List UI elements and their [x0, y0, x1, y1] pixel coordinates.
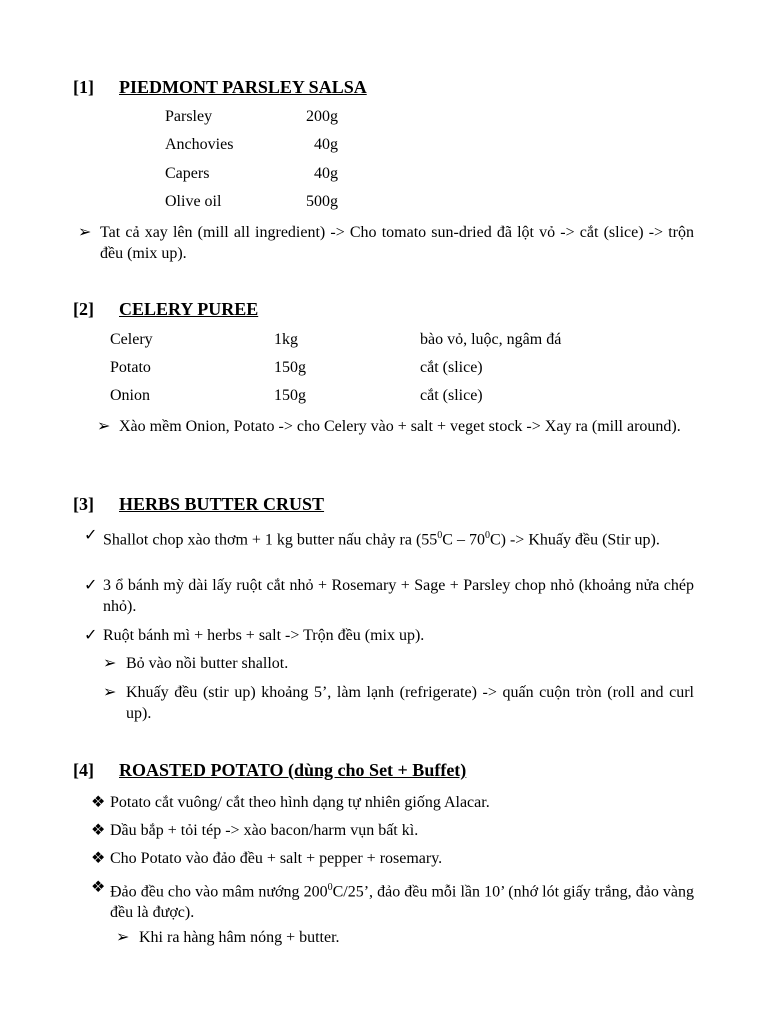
ingredient-qty: 150g — [274, 387, 306, 404]
arrow-bullet-icon: ➢ — [97, 418, 111, 435]
step-text: Dầu bắp + tỏi tép -> xào bacon/harm vụn bất kì. — [110, 822, 419, 839]
ingredient-qty: 40g — [314, 136, 338, 153]
diamond-bullet-icon: ❖ — [91, 879, 106, 896]
ingredient-name: Onion — [110, 387, 150, 404]
section-heading — [73, 760, 467, 781]
section-title: HERBS BUTTER CRUST — [119, 494, 325, 514]
ingredient-note: cắt (slice) — [420, 359, 483, 376]
section-heading — [73, 494, 325, 515]
arrow-bullet-icon: ➢ — [116, 929, 130, 946]
checkmark-bullet-icon: ✓ — [84, 577, 98, 594]
ingredient-name: Capers — [165, 165, 210, 182]
arrow-bullet-icon: ➢ — [103, 655, 117, 672]
diamond-bullet-icon: ❖ — [91, 822, 106, 839]
step-text: Tat cả xay lên (mill all ingredient) -> Cho tomato sun-dried đã lột vỏ -> cắt (slice) -> trộn đều (mix up). — [100, 224, 694, 262]
section-heading — [73, 299, 259, 320]
checkmark-bullet-icon: ✓ — [84, 627, 98, 644]
ingredient-qty: 200g — [306, 108, 338, 125]
arrow-bullet-icon: ➢ — [78, 224, 92, 241]
ingredient-qty: 150g — [274, 359, 306, 376]
section-number: [3] — [73, 494, 94, 514]
step-text: Xào mềm Onion, Potato -> cho Celery vào + salt + veget stock -> Xay ra (mill around). — [119, 418, 681, 435]
step-text: Ruột bánh mì + herbs + salt -> Trộn đều (mix up). — [103, 627, 425, 644]
ingredient-note: cắt (slice) — [420, 387, 483, 404]
diamond-bullet-icon: ❖ — [91, 850, 106, 867]
section-number: [2] — [73, 299, 94, 319]
step-text: Bỏ vào nồi butter shallot. — [126, 655, 289, 672]
section-number: [4] — [73, 760, 94, 780]
step-text: Đảo đều cho vào mâm nướng $200^0C/25$’, đảo đều mỗi lần 10’ (nhớ lót giấy trắng, đảo vàng đều là được). — [110, 882, 694, 922]
ingredient-name: Celery — [110, 331, 153, 348]
step-text: Khi ra hàng hâm nóng + butter. — [139, 929, 340, 946]
step-text: Cho Potato vào đảo đều + salt + pepper + rosemary. — [110, 850, 443, 867]
ingredient-name: Potato — [110, 359, 151, 376]
step-text: Potato cắt vuông/ cắt theo hình dạng tự nhiên giống Alacar. — [110, 794, 490, 811]
ingredient-name: Anchovies — [165, 136, 234, 153]
ingredient-name: Olive oil — [165, 193, 222, 210]
checkmark-bullet-icon: ✓ — [84, 527, 98, 544]
ingredient-qty: 500g — [306, 193, 338, 210]
section-title: ROASTED POTATO (dùng cho Set + Buffet) — [119, 760, 467, 780]
step-text: Shallot chop xào thơm + 1 kg butter nấu chảy ra $(55^0C - 70^0C)$ -> Khuấy đều (Stir up). — [103, 530, 660, 549]
section-title: CELERY PUREE — [119, 299, 259, 319]
step-text: Khuấy đều (stir up) khoảng 5’, làm lạnh (refrigerate) -> quấn cuộn tròn (roll and curl up). — [126, 684, 694, 722]
section-title: PIEDMONT PARSLEY SALSA — [119, 77, 367, 97]
section-number: [1] — [73, 77, 94, 97]
ingredient-note: bào vỏ, luộc, ngâm đá — [420, 331, 562, 348]
ingredient-qty: 1kg — [274, 331, 298, 348]
section-heading — [73, 77, 367, 98]
step-text: 3 ổ bánh mỳ dài lấy ruột cắt nhỏ + Rosemary + Sage + Parsley chop nhỏ (khoảng nửa chép nhỏ). — [103, 577, 694, 615]
ingredient-qty: 40g — [314, 165, 338, 182]
ingredient-name: Parsley — [165, 108, 213, 125]
diamond-bullet-icon: ❖ — [91, 794, 106, 811]
arrow-bullet-icon: ➢ — [103, 684, 117, 701]
